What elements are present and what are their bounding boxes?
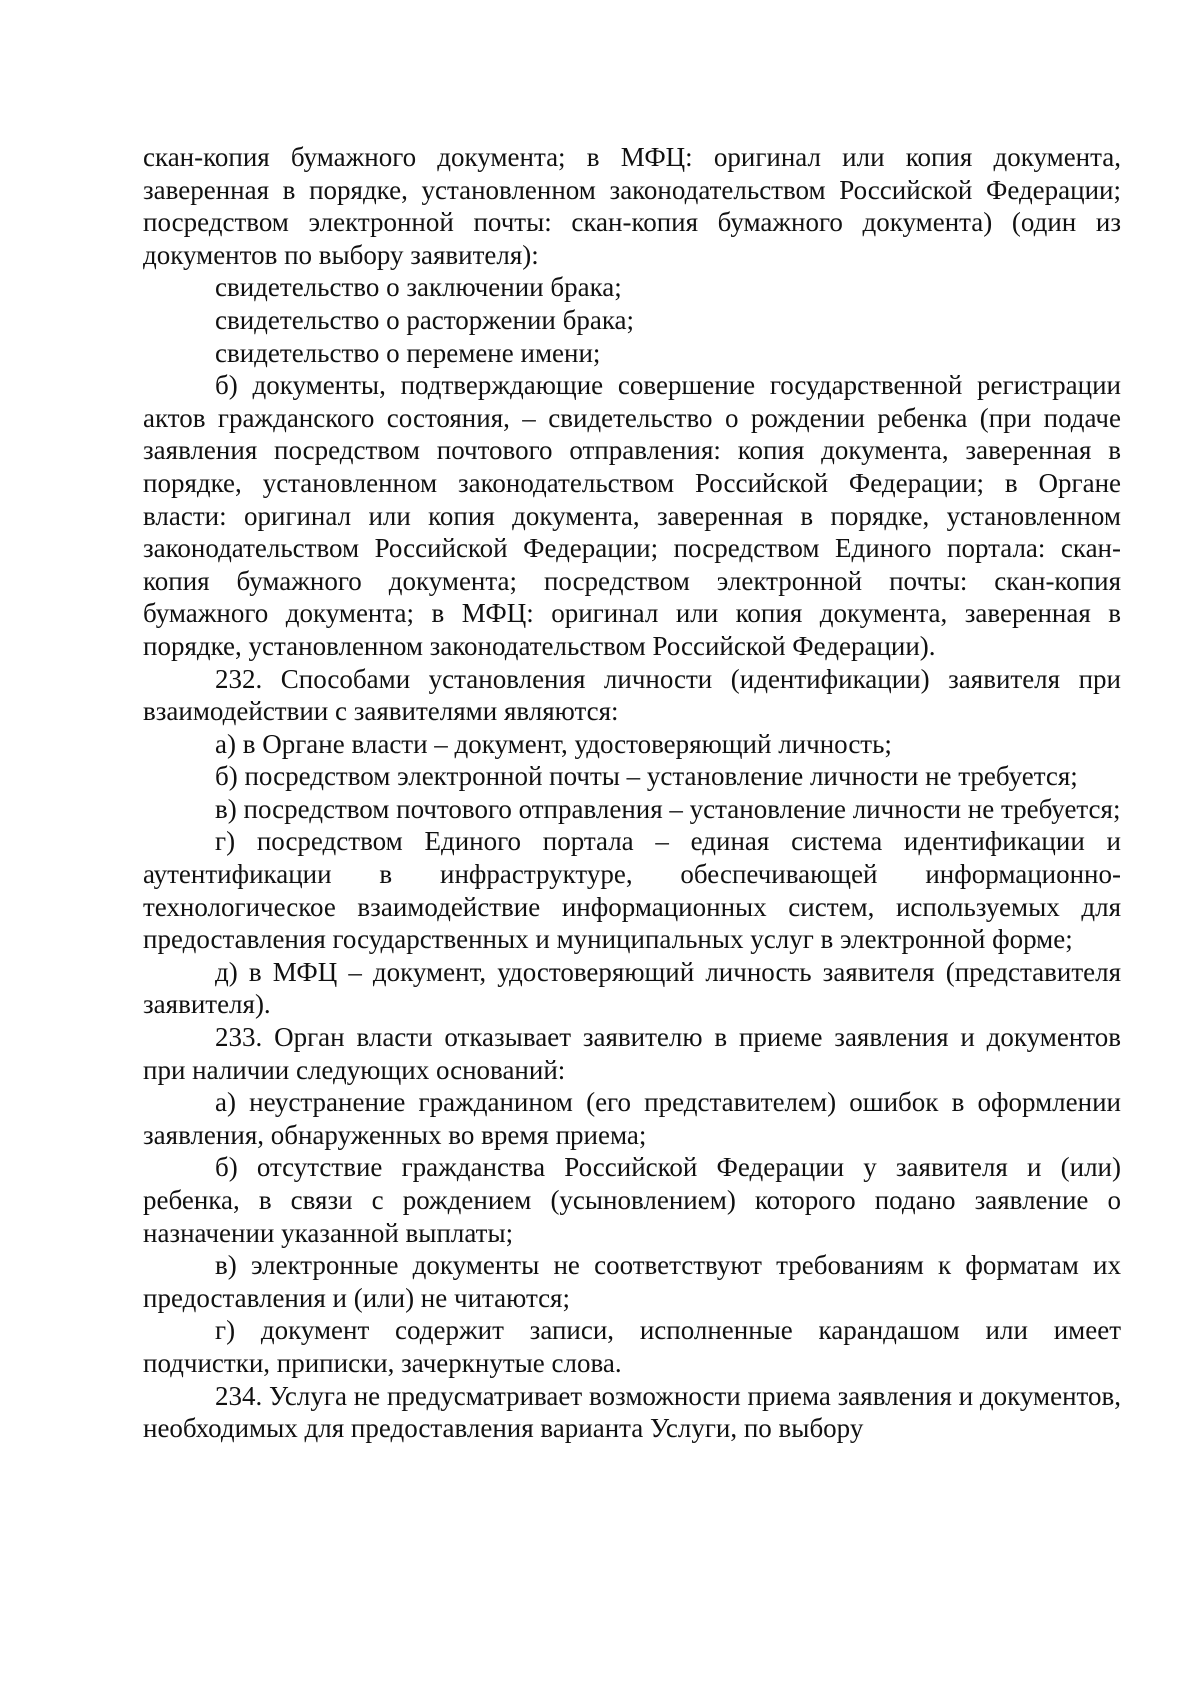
- document-body: [143, 141, 1121, 1445]
- paragraph-b-birth-certificate: б) документы, подтверждающие совершение государственной регистрации актов гражданского состояния, – свидетельство о рождении ребенка (при подаче заявления посредством почтового отправления: копия документа, заверенная в порядке, установленном законодательством Российской Федерации; в Органе власти: оригинал или копия документа, заверенная в порядке, установленном законодательством Российской Федерации; посредством Единого портала: скан-копия бумажного документа; посредством электронной почты: скан-копия бумажного документа; в МФЦ: оригинал или копия документа, заверенная в порядке, установленном законодательством Российской Федерации).: [143, 370, 1121, 661]
- paragraph-divorce-certificate: свидетельство о расторжении брака;: [215, 304, 635, 335]
- paragraph-233-b: б) отсутствие гражданства Российской Федерации у заявителя и (или) ребенка, в связи с рождением (усыновлением) которого подано заявление о назначении указанной выплаты;: [143, 1152, 1121, 1248]
- paragraph-232-v: в) посредством почтового отправления – установление личности не требуется;: [215, 793, 1121, 824]
- paragraph-232-b: б) посредством электронной почты – установление личности не требуется;: [215, 761, 1078, 792]
- paragraph-233-a: а) неустранение гражданином (его представителем) ошибок в оформлении заявления, обнаруженных во время приема;: [143, 1087, 1121, 1150]
- paragraph-232-a: а) в Органе власти – документ, удостоверяющий личность;: [215, 728, 892, 759]
- paragraph-234: 234. Услуга не предусматривает возможности приема заявления и документов, необходимых для предоставления варианта Услуги, по выбору: [143, 1380, 1121, 1444]
- paragraph-233: 233. Орган власти отказывает заявителю в приеме заявления и документов при наличии следующих оснований:: [143, 1022, 1121, 1085]
- paragraph-name-change-certificate: свидетельство о перемене имени;: [215, 337, 601, 368]
- paragraph-marriage-certificate: свидетельство о заключении брака;: [215, 272, 622, 303]
- paragraph-232-g: г) посредством Единого портала – единая система идентификации и аутентификации в инфраструктуре, обеспечивающей информационно-технологическое взаимодействие информационных систем, используемых для предоставления государственных и муниципальных услуг в электронной форме;: [143, 826, 1121, 955]
- paragraph-232-d: д) в МФЦ – документ, удостоверяющий личность заявителя (представителя заявителя).: [143, 956, 1121, 1020]
- paragraph-233-g: г) документ содержит записи, исполненные карандашом или имеет подчистки, приписки, зачеркнутые слова.: [143, 1315, 1121, 1378]
- paragraph-233-v: в) электронные документы не соответствуют требованиям к форматам их предоставления и (или) не читаются;: [143, 1250, 1121, 1313]
- paragraph-continuation: скан-копия бумажного документа; в МФЦ: оригинал или копия документа, заверенная в порядке, установленном законодательством Российской Федерации; посредством электронной почты: скан-копия бумажного документа) (один из документов по выбору заявителя):: [143, 142, 1121, 270]
- paragraph-232: 232. Способами установления личности (идентификации) заявителя при взаимодействии с заявителями являются:: [143, 663, 1121, 727]
